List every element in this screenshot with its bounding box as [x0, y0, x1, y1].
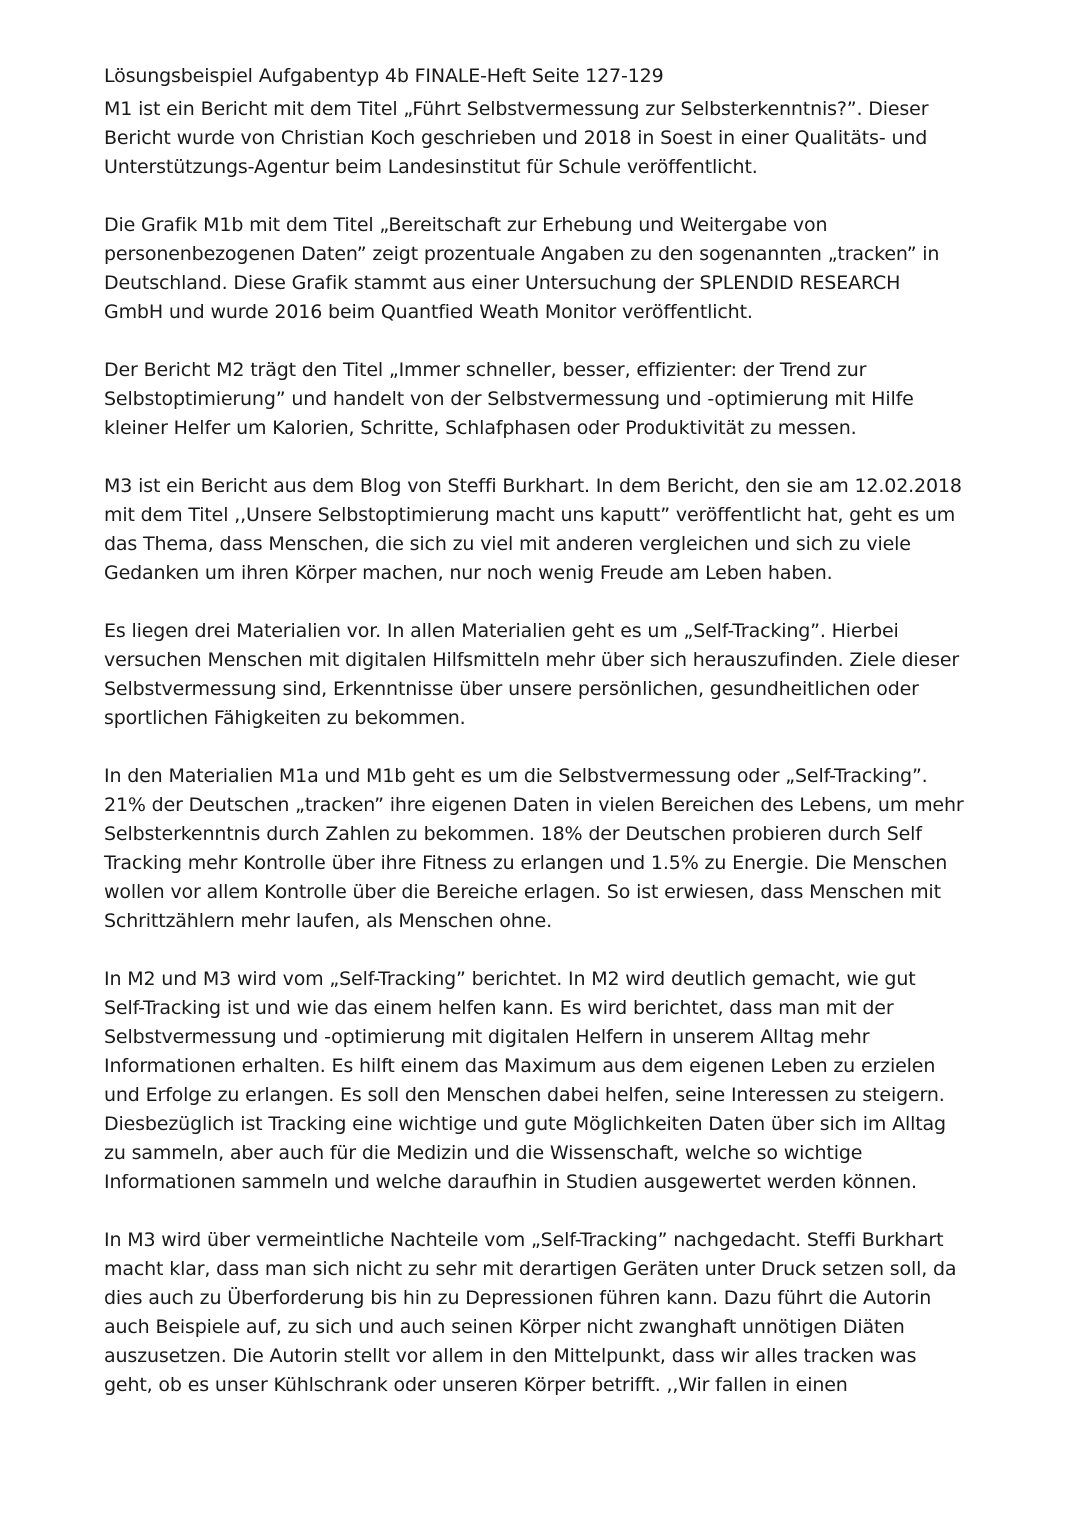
text-line: das Thema, dass Menschen, die sich zu viel mit anderen vergleichen und sich zu viele	[104, 533, 911, 555]
text-line: Gedanken um ihren Körper machen, nur noch wenig Freude am Leben haben.	[104, 562, 833, 584]
text-line: Es liegen drei Materialien vor. In allen Materialien geht es um „Self-Tracking”. Hierbei	[104, 620, 899, 642]
text-line: Die Grafik M1b mit dem Titel „Bereitschaft zur Erhebung und Weitergabe von	[104, 214, 828, 236]
text-line: Unterstützungs-Agentur beim Landesinstitut für Schule veröffentlicht.	[104, 156, 758, 178]
text-line: Selbsterkenntnis durch Zahlen zu bekommen. 18% der Deutschen probieren durch Self	[104, 823, 922, 845]
paragraph-m1b-summary	[104, 211, 984, 327]
paragraph-m2-summary	[104, 356, 984, 443]
document-title: Lösungsbeispiel Aufgabentyp 4b FINALE-Heft Seite 127-129	[104, 65, 664, 87]
text-line: Informationen sammeln und welche daraufhin in Studien ausgewertet werden können.	[104, 1171, 917, 1193]
text-line: dies auch zu Überforderung bis hin zu Depressionen führen kann. Dazu führt die Autorin	[104, 1287, 932, 1309]
text-line: kleiner Helfer um Kalorien, Schritte, Schlafphasen oder Produktivität zu messen.	[104, 417, 857, 439]
text-line: 21% der Deutschen „tracken” ihre eigenen Daten in vielen Bereichen des Lebens, um mehr	[104, 794, 964, 816]
paragraph-m3-disadvantages	[104, 1226, 984, 1400]
text-line: Deutschland. Diese Grafik stammt aus einer Untersuchung der SPLENDID RESEARCH	[104, 272, 901, 294]
text-line: auch Beispiele auf, zu sich und auch seinen Körper nicht zwanghaft unnötigen Diäten	[104, 1316, 905, 1338]
text-line: wollen vor allem Kontrolle über die Bereiche erlagen. So ist erwiesen, dass Menschen mit	[104, 881, 941, 903]
text-line: macht klar, dass man sich nicht zu sehr mit derartigen Geräten unter Druck setzen soll, da	[104, 1258, 957, 1280]
text-line: Selbstvermessung und -optimierung mit digitalen Helfern in unserem Alltag mehr	[104, 1026, 870, 1048]
text-line: In den Materialien M1a und M1b geht es um die Selbstvermessung oder „Self-Tracking”.	[104, 765, 928, 787]
text-line: sportlichen Fähigkeiten zu bekommen.	[104, 707, 466, 729]
text-line: Tracking mehr Kontrolle über ihre Fitness zu erlangen und 1.5% zu Energie. Die Menschen	[104, 852, 948, 874]
text-line: M3 ist ein Bericht aus dem Blog von Steffi Burkhart. In dem Bericht, den sie am 12.02.2018	[104, 475, 962, 497]
paragraph-m1a-m1b	[104, 762, 984, 936]
text-line: GmbH und wurde 2016 beim Quantfied Weath Monitor veröffentlicht.	[104, 301, 753, 323]
text-line: versuchen Menschen mit digitalen Hilfsmitteln mehr über sich herauszufinden. Ziele dieser	[104, 649, 960, 671]
text-line: Informationen erhalten. Es hilft einem das Maximum aus dem eigenen Leben zu erzielen	[104, 1055, 936, 1077]
text-line: Selbstoptimierung” und handelt von der Selbstvermessung und -optimierung mit Hilfe	[104, 388, 914, 410]
paragraph-m3-summary	[104, 472, 984, 588]
text-line: Diesbezüglich ist Tracking eine wichtige und gute Möglichkeiten Daten über sich im Alltag	[104, 1113, 946, 1135]
text-line: In M2 und M3 wird vom „Self-Tracking” berichtet. In M2 wird deutlich gemacht, wie gut	[104, 968, 916, 990]
paragraph-m1-summary	[104, 95, 984, 182]
text-line: Selbstvermessung sind, Erkenntnisse über unsere persönlichen, gesundheitlichen oder	[104, 678, 919, 700]
text-line: Schrittzählern mehr laufen, als Menschen ohne.	[104, 910, 552, 932]
paragraph-m2-m3	[104, 965, 984, 1197]
text-line: und Erfolge zu erlangen. Es soll den Menschen dabei helfen, seine Interessen zu steigern.	[104, 1084, 945, 1106]
text-line: Bericht wurde von Christian Koch geschrieben und 2018 in Soest in einer Qualitäts- und	[104, 127, 928, 149]
paragraph-intro	[104, 617, 984, 733]
text-line: M1 ist ein Bericht mit dem Titel „Führt Selbstvermessung zur Selbsterkenntnis?”. Dieser	[104, 98, 929, 120]
text-line: Self-Tracking ist und wie das einem helfen kann. Es wird berichtet, dass man mit der	[104, 997, 894, 1019]
text-line: geht, ob es unser Kühlschrank oder unseren Körper betrifft. ,,Wir fallen in einen	[104, 1374, 848, 1396]
text-line: mit dem Titel ,,Unsere Selbstoptimierung macht uns kaputt” veröffentlicht hat, geht es um	[104, 504, 956, 526]
text-line: In M3 wird über vermeintliche Nachteile vom „Self-Tracking” nachgedacht. Steffi Burkhart	[104, 1229, 944, 1251]
text-line: auszusetzen. Die Autorin stellt vor allem in den Mittelpunkt, dass wir alles tracken was	[104, 1345, 917, 1367]
text-line: zu sammeln, aber auch für die Medizin und die Wissenschaft, welche so wichtige	[104, 1142, 863, 1164]
text-line: Der Bericht M2 trägt den Titel „Immer schneller, besser, effizienter: der Trend zur	[104, 359, 867, 381]
text-line: personenbezogenen Daten” zeigt prozentuale Angaben zu den sogenannten „tracken” in	[104, 243, 940, 265]
